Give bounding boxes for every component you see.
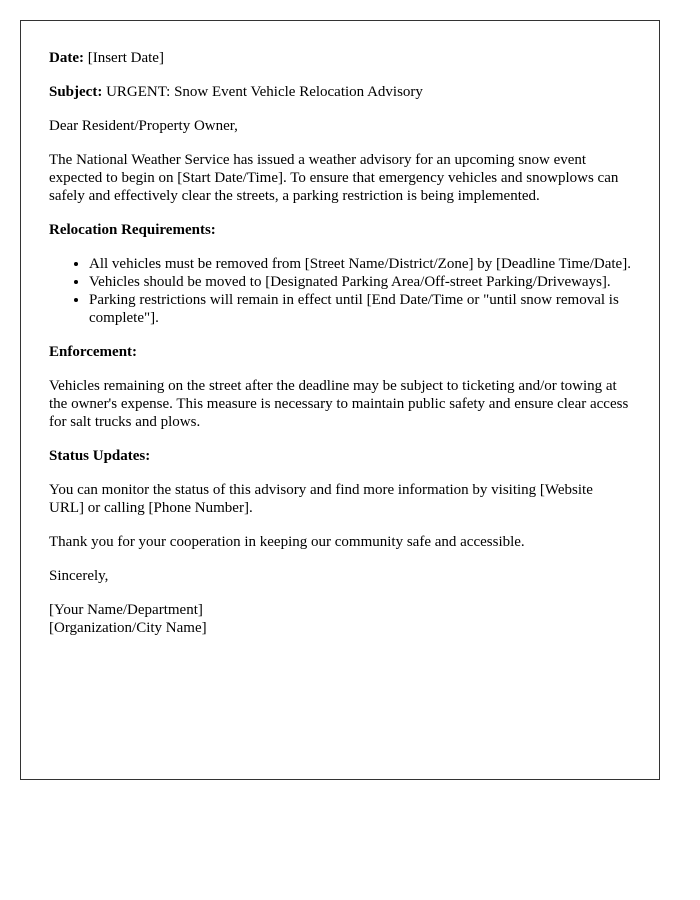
intro-paragraph: The National Weather Service has issued a weather advisory for an upcoming snow event expected to begin on [Start Date/Time]. To ensure that emergency vehicles and snowplows can safely and effectively clear the streets, a parking restriction is being implemented. [49,152,619,204]
enforcement-heading: Enforcement: [49,344,138,360]
thanks-paragraph: Thank you for your cooperation in keeping our community safe and accessible. [49,534,525,550]
closing: Sincerely, [49,568,109,584]
relocation-list [49,255,631,327]
signature-block [49,601,631,637]
signature-organization: [Organization/City Name] [49,620,207,636]
date-value: [Insert Date] [87,50,164,66]
subject-value: URGENT: Snow Event Vehicle Relocation Advisory [106,84,423,100]
subject-label: Subject: [49,84,103,100]
date-label: Date: [49,50,84,66]
status-updates-heading: Status Updates: [49,448,151,464]
relocation-item-restriction-end: • Parking restrictions will remain in effect until [End Date/Time or "until snow removal is complete"]. [89,291,631,327]
signature-name: [Your Name/Department] [49,602,203,618]
date-line [49,49,631,67]
relocation-item-deadline: • All vehicles must be removed from [Street Name/District/Zone] by [Deadline Time/Date]. [89,255,631,273]
salutation: Dear Resident/Property Owner, [49,118,238,134]
enforcement-paragraph: Vehicles remaining on the street after the deadline may be subject to ticketing and/or towing at the owner's expense. This measure is necessary to maintain public safety and ensure clear access for salt trucks and plows. [49,378,629,430]
relocation-item-parking-area: • Vehicles should be moved to [Designated Parking Area/Off-street Parking/Driveways]. [89,273,631,291]
status-updates-paragraph: You can monitor the status of this advisory and find more information by visiting [Website URL] or calling [Phone Number]. [49,482,593,516]
relocation-heading: Relocation Requirements: [49,222,216,238]
letter-document [20,20,660,780]
subject-line [49,83,631,101]
